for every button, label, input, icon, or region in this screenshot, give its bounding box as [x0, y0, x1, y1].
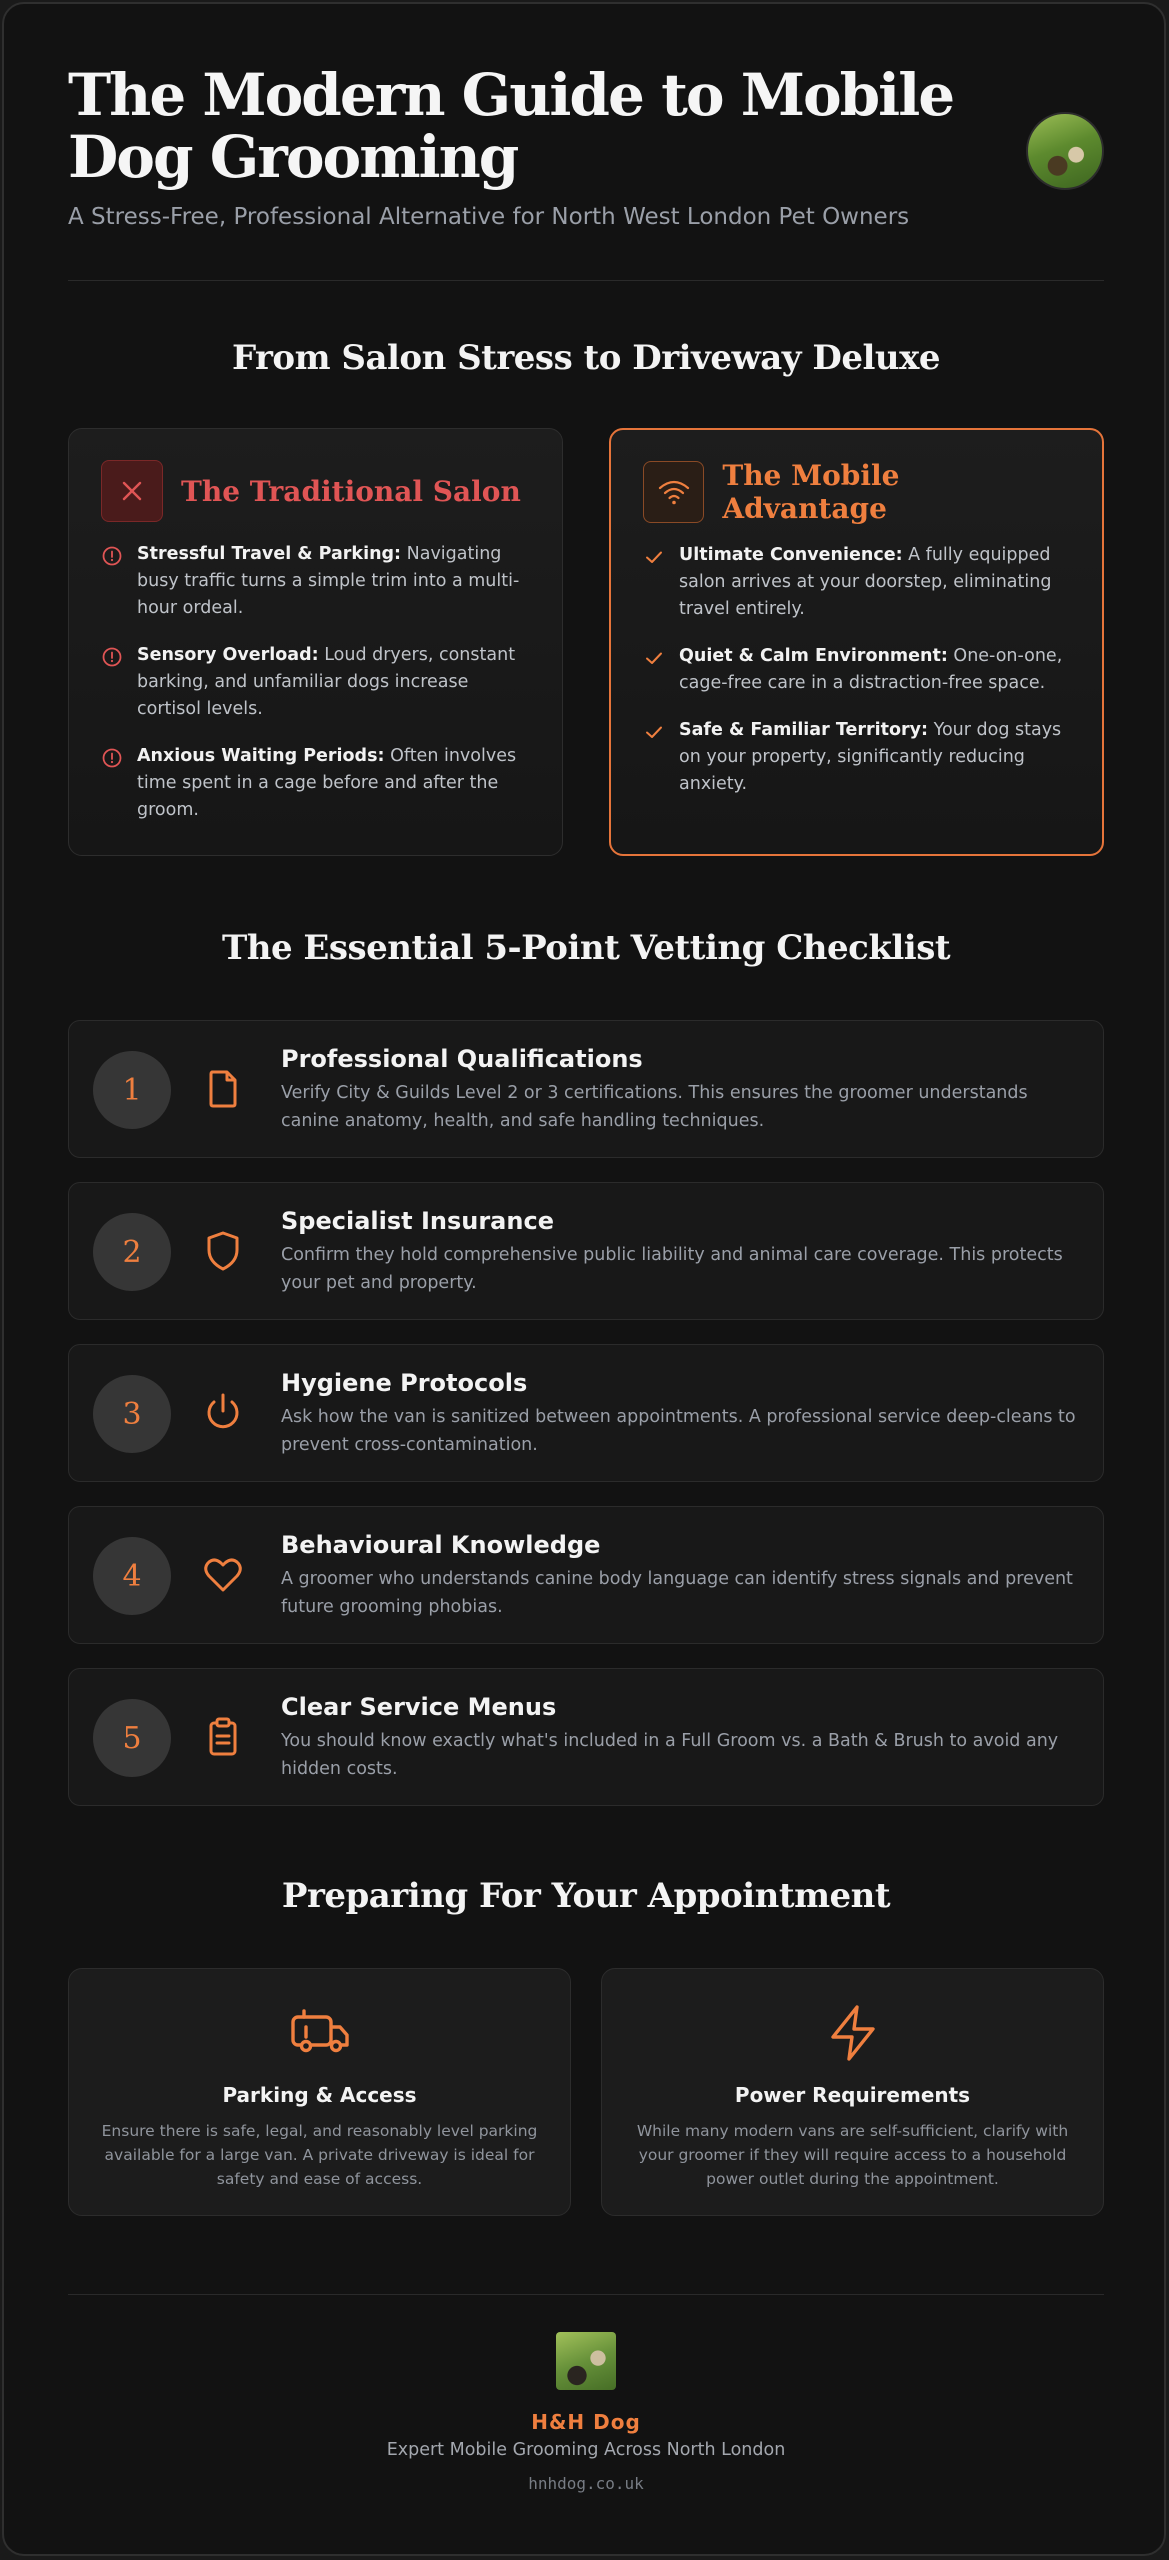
step-number: 3: [93, 1375, 171, 1453]
divider: [68, 280, 1104, 281]
prep-card-desc: Ensure there is safe, legal, and reasonably level parking available for a large van. A private driveway is ideal for safety and ease of access.: [101, 2122, 538, 2188]
point-body: One-on-one, cage-free care in a distraction-free space.: [679, 646, 1063, 693]
point-heading: Stressful Travel & Parking:: [137, 544, 402, 564]
point-text: [679, 542, 1070, 623]
checklist-item-desc: A groomer who understands canine body language can identify stress signals and prevent future grooming phobias.: [281, 1569, 1073, 1617]
checklist-item: [68, 1020, 1104, 1158]
lightning-icon: [821, 2003, 885, 2063]
check-icon: [643, 647, 665, 697]
website-link[interactable]: hnhdog.co.uk: [528, 2474, 644, 2493]
checklist-item-title: Clear Service Menus: [281, 1693, 557, 1721]
checklist-item: [68, 1668, 1104, 1806]
brand-logo: [556, 2332, 616, 2390]
prep-title: Preparing For Your Appointment: [281, 1876, 891, 1916]
comparison-point: [643, 542, 1070, 623]
alert-icon: [101, 646, 123, 723]
check-icon: [643, 721, 665, 798]
step-number: 5: [93, 1699, 171, 1777]
comparison-title: From Salon Stress to Driveway Deluxe: [231, 338, 941, 378]
point-heading: Sensory Overload:: [137, 645, 319, 665]
wifi-icon: [643, 461, 704, 523]
comparison-point: [101, 642, 530, 723]
prep-card-parking: [68, 1968, 571, 2216]
point-heading: Anxious Waiting Periods:: [137, 746, 385, 766]
brand-tagline: Expert Mobile Grooming Across North London: [386, 2440, 786, 2460]
comparison-point: [643, 643, 1070, 697]
checklist-item-desc: Ask how the van is sanitized between appointments. A professional service deep-cleans to prevent cross-contamination.: [281, 1407, 1076, 1455]
checklist-item: [68, 1506, 1104, 1644]
checklist-item: [68, 1182, 1104, 1320]
step-number: 4: [93, 1537, 171, 1615]
page-subtitle: A Stress-Free, Professional Alternative for North West London Pet Owners: [68, 204, 910, 230]
checklist-item-desc: Confirm they hold comprehensive public liability and animal care coverage. This protects your pet and property.: [281, 1245, 1063, 1293]
page-frame: [2, 2, 1166, 2556]
point-body: A fully equipped salon arrives at your doorstep, eliminating travel entirely.: [679, 545, 1052, 619]
alert-icon: [101, 747, 123, 824]
checklist-item-title: Behavioural Knowledge: [281, 1531, 601, 1559]
checklist-item-desc: Verify City & Guilds Level 2 or 3 certifications. This ensures the groomer understands canine anatomy, health, and safe handling techniques.: [281, 1083, 1028, 1131]
prep-card-title: Power Requirements: [734, 2083, 971, 2107]
brand-name: H&H Dog: [531, 2410, 641, 2434]
step-number: 2: [93, 1213, 171, 1291]
van-icon: [288, 2003, 352, 2063]
checklist-item-title: Specialist Insurance: [281, 1207, 554, 1235]
comparison-point: [643, 717, 1070, 798]
shield-icon: [201, 1229, 245, 1273]
comparison-point: [101, 743, 530, 824]
point-heading: Ultimate Convenience:: [679, 545, 903, 565]
document-icon: [201, 1067, 245, 1111]
checklist-item-title: Hygiene Protocols: [281, 1369, 528, 1397]
point-text: [679, 643, 1070, 697]
checklist-title: The Essential 5-Point Vetting Checklist: [221, 928, 951, 968]
checklist-item-desc: You should know exactly what's included in a Full Groom vs. a Bath & Brush to avoid any hidden costs.: [281, 1731, 1059, 1779]
prep-card-power: [601, 1968, 1104, 2216]
point-body: Navigating busy traffic turns a simple trim into a multi-hour ordeal.: [137, 544, 520, 618]
comparison-point: [101, 541, 530, 622]
point-heading: Safe & Familiar Territory:: [679, 720, 929, 740]
mobile-card: [609, 428, 1104, 856]
point-body: Your dog stays on your property, significantly reducing anxiety.: [679, 720, 1062, 794]
point-text: [137, 642, 530, 723]
footer: [68, 2294, 1104, 2493]
step-number: 1: [93, 1051, 171, 1129]
point-text: [137, 541, 530, 622]
point-heading: Quiet & Calm Environment:: [679, 646, 948, 666]
prep-card-title: Parking & Access: [222, 2083, 417, 2107]
power-icon: [201, 1391, 245, 1435]
point-body: Loud dryers, constant barking, and unfamiliar dogs increase cortisol levels.: [137, 645, 516, 719]
alert-icon: [101, 545, 123, 622]
salon-card-title: The Traditional Salon: [181, 474, 521, 508]
clipboard-icon: [201, 1715, 245, 1759]
check-icon: [643, 546, 665, 623]
checklist-item-title: Professional Qualifications: [281, 1045, 643, 1073]
avatar: [1026, 112, 1104, 190]
heart-icon: [201, 1553, 245, 1597]
checklist-item: [68, 1344, 1104, 1482]
point-body: Often involves time spent in a cage before and after the groom.: [137, 746, 517, 820]
mobile-card-title: The Mobile Advantage: [722, 459, 900, 525]
point-text: [137, 743, 530, 824]
salon-card: [68, 428, 563, 856]
page-title: The Modern Guide to Mobile Dog Grooming: [68, 61, 954, 191]
prep-card-desc: While many modern vans are self-sufficient, clarify with your groomer if they will require access to a household power outlet during the appointment.: [636, 2122, 1069, 2188]
point-text: [679, 717, 1070, 798]
close-icon: [101, 460, 163, 522]
header: [68, 61, 1104, 280]
